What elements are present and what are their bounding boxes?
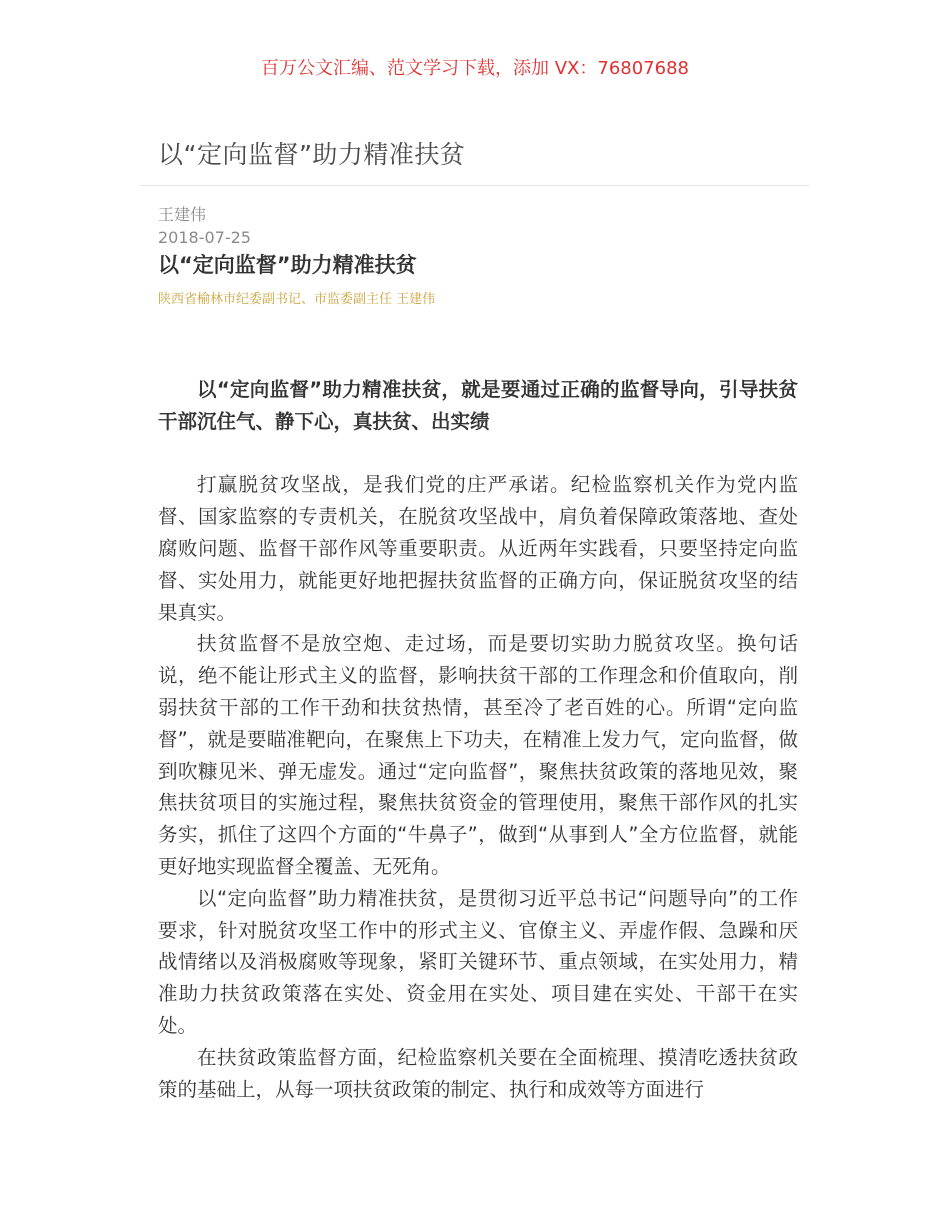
page-title: 以“定向监督”助力精准扶贫	[158, 140, 466, 169]
body-paragraph: 在扶贫政策监督方面，纪检监察机关要在全面梳理、摸清吃透扶贫政策的基础上，从每一项扶贫政策的制定、执行和成效等方面进行	[158, 1045, 798, 1101]
article-body	[158, 374, 798, 1105]
body-paragraph: 扶贫监督不是放空炮、走过场，而是要切实助力脱贫攻坚。换句话说，绝不能让形式主义的监督，影响扶贫干部的工作理念和价值取向，削弱扶贫干部的工作干劲和扶贫热情，甚至冷了老百姓的心。所谓“定向监督”，就是要瞄准靶向，在聚焦上下功夫，在精准上发力气，定向监督，做到吹糠见米、弹无虚发。通过“定向监督”，聚焦扶贫政策的落地见效，聚焦扶贫项目的实施过程，聚焦扶贫资金的管理使用，聚焦干部作风的扎实务实，抓住了这四个方面的“牛鼻子”，做到“从事到人”全方位监督，就能更好地实现监督全覆盖、无死角。	[158, 632, 798, 878]
author-byline: 陕西省榆林市纪委副书记、市监委副主任 王建伟	[158, 292, 436, 307]
article-title: 以“定向监督”助力精准扶贫	[158, 253, 417, 277]
publish-date: 2018-07-25	[158, 228, 251, 247]
author-name: 王建伟	[158, 205, 207, 224]
download-banner: 百万公文汇编、范文学习下载，添加 VX：76807688	[261, 58, 689, 79]
title-divider	[140, 185, 810, 186]
lead-paragraph: 以“定向监督”助力精准扶贫，就是要通过正确的监督导向，引导扶贫干部沉住气、静下心，真扶贫、出实绩	[158, 378, 798, 433]
body-paragraph: 以“定向监督”助力精准扶贫，是贯彻习近平总书记“问题导向”的工作要求，针对脱贫攻坚工作中的形式主义、官僚主义、弄虚作假、急躁和厌战情绪以及消极腐败等现象，紧盯关键环节、重点领域，在实处用力，精准助力扶贫政策落在实处、资金用在实处、项目建在实处、干部干在实处。	[158, 886, 798, 1037]
body-paragraph: 打赢脱贫攻坚战，是我们党的庄严承诺。纪检监察机关作为党内监督、国家监察的专责机关，在脱贫攻坚战中，肩负着保障政策落地、查处腐败问题、监督干部作风等重要职责。从近两年实践看，只要坚持定向监督、实处用力，就能更好地把握扶贫监督的正确方向，保证脱贫攻坚的结果真实。	[158, 473, 798, 624]
